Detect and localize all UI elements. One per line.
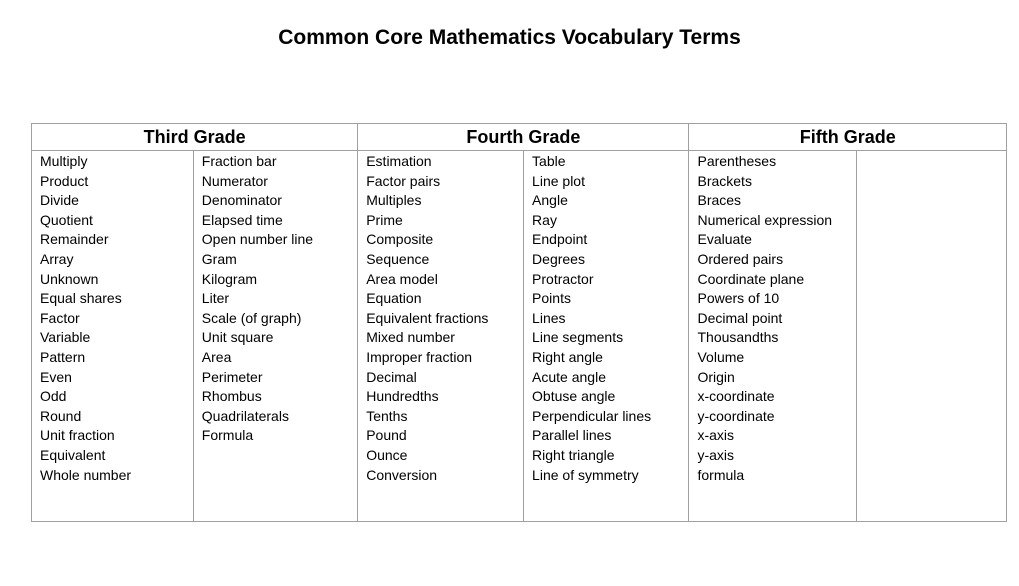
- vocabulary-term: Right triangle: [532, 446, 615, 463]
- vocabulary-term: x-coordinate: [697, 388, 775, 405]
- term-column: [193, 151, 357, 522]
- vocabulary-term: Array: [40, 250, 74, 267]
- vocabulary-term: Factor: [40, 309, 80, 326]
- vocabulary-term: Unknown: [40, 270, 99, 287]
- grade-header: Fourth Grade: [358, 124, 689, 151]
- vocabulary-term: Unit square: [201, 329, 274, 346]
- vocabulary-term: Powers of 10: [697, 290, 780, 307]
- vocabulary-term: Kilogram: [201, 270, 258, 287]
- vocabulary-term: Open number line: [201, 231, 314, 248]
- vocabulary-term: Estimation: [366, 153, 432, 169]
- term-column: [32, 151, 194, 522]
- vocabulary-term: Equation: [366, 290, 422, 307]
- page-title: Common Core Mathematics Vocabulary Terms: [278, 26, 741, 49]
- vocabulary-term: y-axis: [697, 446, 735, 463]
- vocabulary-term: x-axis: [697, 427, 735, 444]
- vocabulary-term: Area model: [366, 270, 438, 287]
- vocabulary-term: Product: [40, 172, 89, 189]
- vocabulary-term: Origin: [697, 368, 735, 385]
- vocabulary-term: Equivalent: [40, 446, 106, 463]
- vocabulary-term: Protractor: [532, 270, 594, 287]
- vocabulary-term: Denominator: [201, 192, 282, 209]
- term-column: [689, 151, 856, 522]
- vocabulary-term: Gram: [201, 250, 237, 267]
- grade-header: Fifth Grade: [689, 124, 1007, 151]
- vocabulary-term: Whole number: [40, 466, 132, 483]
- vocabulary-term: Perimeter: [201, 368, 263, 385]
- vocabulary-term: Fraction bar: [201, 153, 277, 169]
- vocabulary-term: Multiples: [366, 192, 422, 209]
- vocabulary-term: Lines: [532, 309, 566, 326]
- vocabulary-term: Remainder: [40, 231, 109, 248]
- vocabulary-term: Factor pairs: [366, 172, 441, 189]
- term-column: [856, 151, 1006, 522]
- vocabulary-term: Hundredths: [366, 388, 439, 405]
- vocabulary-term: Coordinate plane: [697, 270, 805, 287]
- vocabulary-term: Evaluate: [697, 231, 752, 248]
- vocabulary-term: Obtuse angle: [532, 388, 616, 405]
- vocabulary-term: Liter: [201, 290, 230, 307]
- vocabulary-term: Volume: [697, 348, 745, 365]
- vocabulary-term: Pound: [366, 427, 407, 444]
- vocabulary-term: Degrees: [532, 250, 585, 267]
- vocabulary-term: Pattern: [40, 348, 86, 365]
- vocabulary-term: Improper fraction: [366, 348, 473, 365]
- term-column: [524, 151, 689, 522]
- vocabulary-term: Perpendicular lines: [532, 407, 652, 424]
- vocabulary-term: Table: [532, 153, 566, 169]
- vocabulary-term: Quadrilaterals: [201, 407, 289, 424]
- vocabulary-term: Numerical expression: [697, 211, 833, 228]
- vocabulary-term: Formula: [201, 427, 254, 444]
- vocabulary-term: Conversion: [366, 466, 438, 483]
- vocabulary-term: Variable: [40, 329, 91, 346]
- vocabulary-term: Points: [532, 290, 571, 307]
- vocabulary-term: Quotient: [40, 211, 93, 228]
- vocabulary-term: Angle: [532, 192, 568, 209]
- vocabulary-term: Composite: [366, 231, 434, 248]
- vocabulary-term: Numerator: [201, 172, 268, 189]
- vocabulary-term: Decimal point: [697, 309, 783, 326]
- vocabulary-term: Right angle: [532, 348, 603, 365]
- vocabulary-term: Thousandths: [697, 329, 779, 346]
- vocabulary-term: Round: [40, 407, 82, 424]
- vocabulary-term: formula: [697, 466, 745, 483]
- vocabulary-term: Multiply: [40, 153, 88, 169]
- vocabulary-term: Decimal: [366, 368, 417, 385]
- vocabulary-term: Equal shares: [40, 290, 122, 307]
- vocabulary-term: Acute angle: [532, 368, 606, 385]
- vocabulary-table: [31, 123, 1007, 522]
- vocabulary-term: Mixed number: [366, 329, 455, 346]
- vocabulary-term: Scale (of graph): [201, 309, 302, 326]
- term-column: [358, 151, 524, 522]
- vocabulary-term: Endpoint: [532, 231, 588, 248]
- vocabulary-term: Area: [201, 348, 232, 365]
- vocabulary-term: Tenths: [366, 407, 408, 424]
- vocabulary-term: Prime: [366, 211, 403, 228]
- vocabulary-term: Elapsed time: [201, 211, 283, 228]
- vocabulary-term: Even: [40, 368, 72, 385]
- vocabulary-term: Ounce: [366, 446, 408, 463]
- vocabulary-term: Equivalent fractions: [366, 309, 489, 326]
- vocabulary-term: Ordered pairs: [697, 250, 784, 267]
- grade-header: Third Grade: [32, 124, 358, 151]
- vocabulary-term: Braces: [697, 192, 742, 209]
- vocabulary-term: Sequence: [366, 250, 430, 267]
- vocabulary-term: Line segments: [532, 329, 624, 346]
- vocabulary-term: Brackets: [697, 172, 752, 189]
- vocabulary-term: Rhombus: [201, 388, 262, 405]
- vocabulary-term: Parentheses: [697, 153, 777, 169]
- vocabulary-term: Line plot: [532, 172, 585, 189]
- vocabulary-term: Line of symmetry: [532, 466, 639, 483]
- vocabulary-term: Unit fraction: [40, 427, 115, 444]
- vocabulary-term: Parallel lines: [532, 427, 612, 444]
- vocabulary-term: Odd: [40, 388, 67, 405]
- vocabulary-term: Ray: [532, 211, 557, 228]
- vocabulary-term: y-coordinate: [697, 407, 775, 424]
- vocabulary-term: Divide: [40, 192, 79, 209]
